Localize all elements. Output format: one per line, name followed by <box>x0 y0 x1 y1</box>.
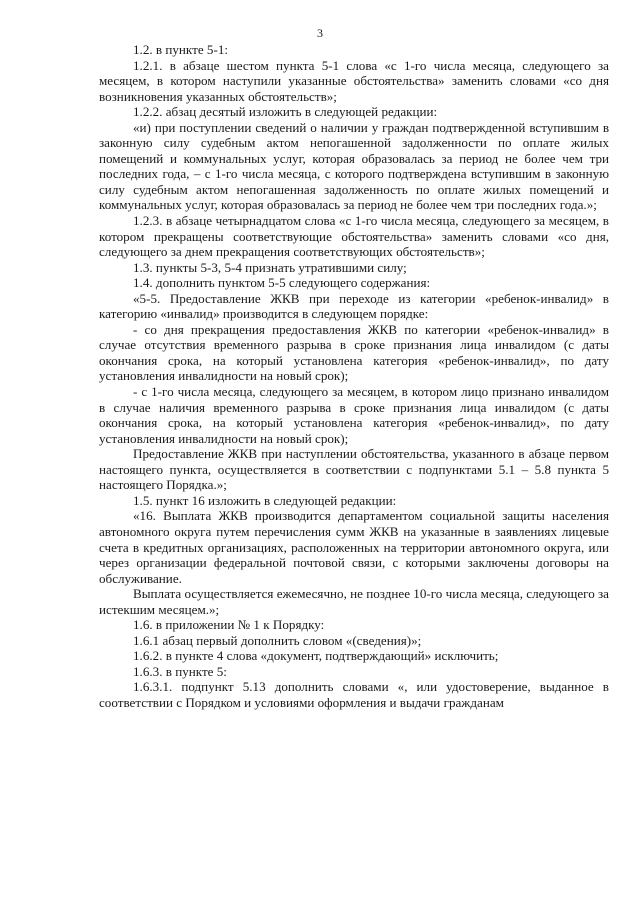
paragraph: 1.2.2. абзац десятый изложить в следующей редакции: <box>133 104 438 120</box>
paragraph: 1.6. в приложении № 1 к Порядку: <box>133 617 325 633</box>
paragraph: 1.2.3. в абзаце четырнадцатом слова «с 1-го числа месяца, следующего за месяцем, в котором прекращены соответствующие обстоятельства» заменить словами «со дня, следующего за днем прекращения соответствующих обстоятельств»; <box>99 213 609 260</box>
paragraph: «16. Выплата ЖКВ производится департаментом социальной защиты населения автономного округа путем перечисления сумм ЖКВ на указанные в заявлениях лицевые счета в кредитных организациях, расположенных на территории автономного округа, или через организации федеральной почтовой связи, с которыми заключены договоры на обслуживание. <box>99 508 609 586</box>
paragraph: 1.6.3.1. подпункт 5.13 дополнить словами «, или удостоверение, выданное в соответствии с Порядком и условиями оформления и выдачи гражданам <box>99 679 609 710</box>
paragraph: 1.6.3. в пункте 5: <box>133 663 227 679</box>
page-number: 3 <box>317 26 323 40</box>
paragraph: 1.2.1. в абзаце шестом пункта 5-1 слова «с 1-го числа месяца, следующего за месяцем, в котором наступили указанные обстоятельства» заменить словами «со дня возникновения указанных обстоятельств»; <box>99 57 609 104</box>
paragraph: 1.4. дополнить пунктом 5-5 следующего содержания: <box>133 275 431 291</box>
paragraph: 1.2. в пункте 5-1: <box>133 42 229 57</box>
paragraph: - со дня прекращения предоставления ЖКВ по категории «ребенок-инвалид» в случае отсутствия временного разрыва в сроке признания лица инвалидом (с даты окончания срока, на который установлена категория «ребенок-инвалид», по дату установления инвалидности на новый срок); <box>99 321 609 384</box>
paragraph: - с 1-го числа месяца, следующего за месяцем, в котором лицо признано инвалидом в случае наличия временного разрыва в сроке признания лица инвалидом (с даты окончания срока, на который установлена категория «ребенок-инвалид», по дату установления инвалидности на новый срок); <box>99 384 609 446</box>
paragraph: «5-5. Предоставление ЖКВ при переходе из категории «ребенок-инвалид» в категорию «инвалид» производится в следующем порядке: <box>99 290 609 322</box>
paragraph: 1.3. пункты 5-3, 5-4 признать утратившими силу; <box>133 259 407 275</box>
paragraph: 1.6.1 абзац первый дополнить словом «(сведения)»; <box>133 632 422 648</box>
document-body <box>99 42 609 711</box>
paragraph: «и) при поступлении сведений о наличии у граждан подтвержденной вступившим в законную силу судебным актом непогашенной задолженности по оплате жилых помещений и коммунальных услуг, которая образовалась за период не более чем три последних года, – с 1-го числа месяца, с которого подтверждена вступившим в законную силу судебным актом непогашенная задолженность по оплате жилых помещений и коммунальных услуг, которая образовалась за период не более чем три последних года.»; <box>99 119 609 213</box>
paragraph: 1.5. пункт 16 изложить в следующей редакции: <box>133 492 397 508</box>
paragraph: 1.6.2. в пункте 4 слова «документ, подтверждающий» исключить; <box>133 648 499 664</box>
paragraph: Выплата осуществляется ежемесячно, не позднее 10-го числа месяца, следующего за истекшим месяцем.»; <box>99 586 609 617</box>
paragraph: Предоставление ЖКВ при наступлении обстоятельства, указанного в абзаце первом настоящего пункта, осуществляется в соответствии с подпунктами 5.1 – 5.8 пункта 5 настоящего Порядка.»; <box>99 446 609 493</box>
